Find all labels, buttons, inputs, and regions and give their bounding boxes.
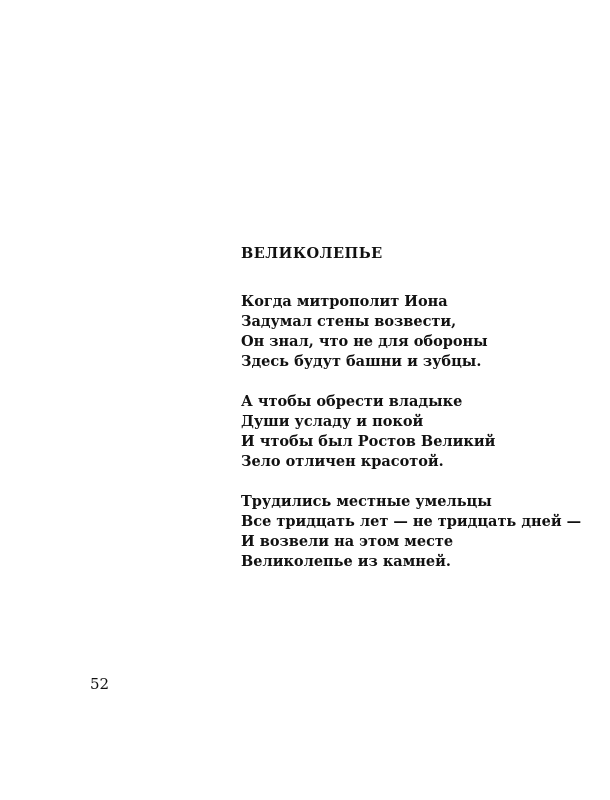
poem-line: Души усладу и покой	[241, 413, 424, 430]
poem-line: Трудились местные умельцы	[241, 493, 492, 510]
poem-line: Великолепье из камней.	[241, 553, 451, 570]
poem-line: И возвели на этом месте	[241, 533, 454, 550]
poem-line: А чтобы обрести владыке	[241, 393, 463, 410]
poem-line: Задумал стены возвести,	[241, 313, 457, 330]
poem-line: Он знал, что не для обороны	[241, 333, 488, 350]
poem	[241, 244, 581, 592]
poem-line: Все тридцать лет — не тридцать дней —	[241, 513, 582, 530]
poem-line: И чтобы был Ростов Великий	[241, 433, 496, 450]
poem-line: Когда митрополит Иона	[241, 293, 448, 310]
poem-line: Здесь будут башни и зубцы.	[241, 353, 482, 370]
poem-line: Зело отличен красотой.	[241, 453, 444, 470]
page-number: 52	[90, 675, 110, 693]
stanza-3	[241, 492, 581, 572]
poem-title: ВЕЛИКОЛЕПЬЕ	[241, 245, 383, 262]
stanza-2	[241, 392, 581, 472]
stanza-1	[241, 292, 581, 372]
